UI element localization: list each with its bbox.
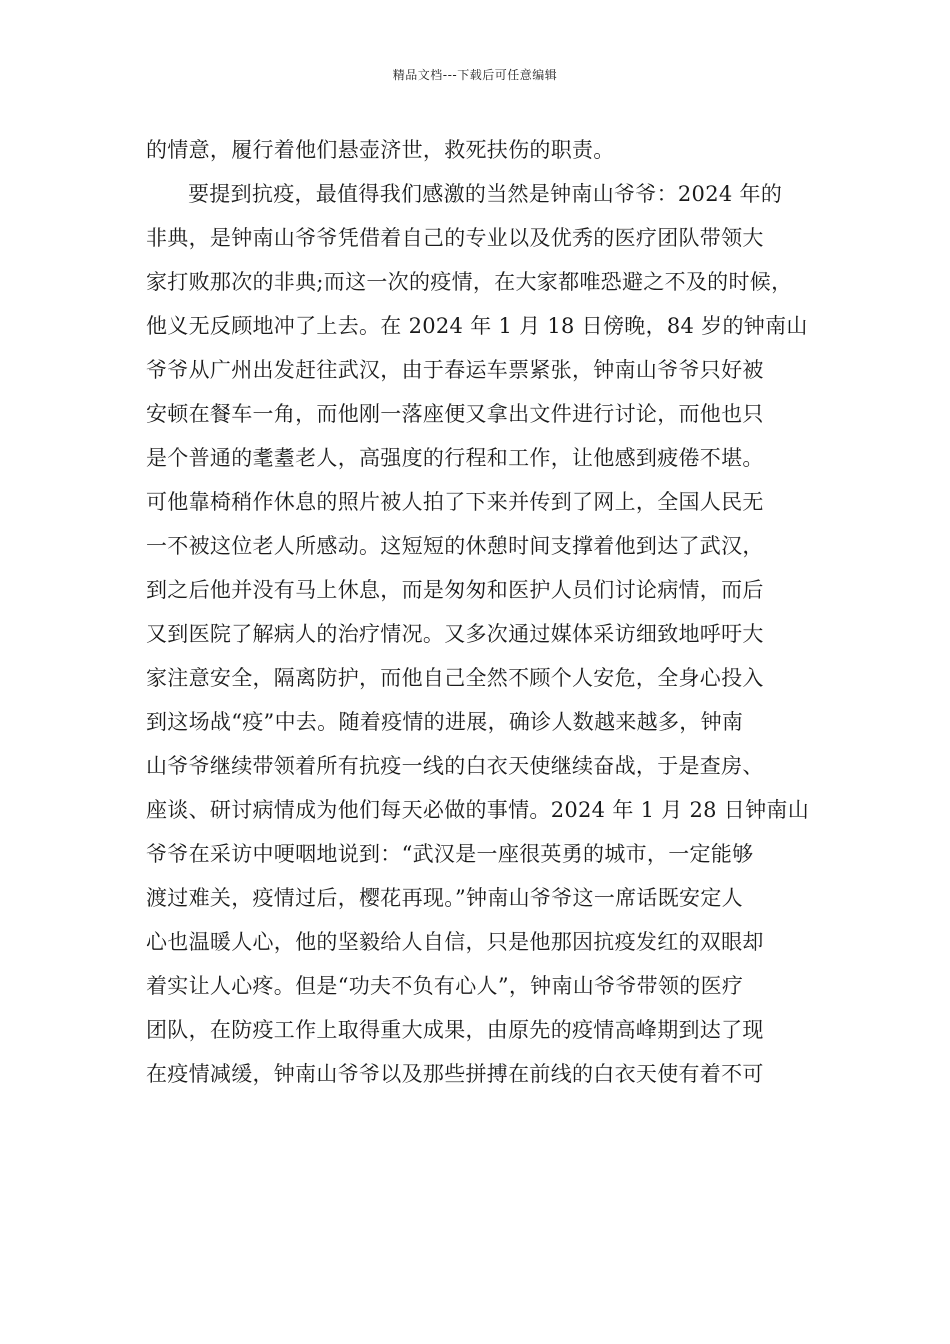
text-line: 着实让人心疼。但是“功夫不负有心人”，钟南山爷爷带领的医疗 xyxy=(146,974,744,998)
text-line: 团队，在防疫工作上取得重大成果，由原先的疫情高峰期到达了现 xyxy=(146,1018,764,1042)
text-line: 非典，是钟南山爷爷凭借着自己的专业以及优秀的医疗团队带领大 xyxy=(146,226,764,250)
text-line: 山爷爷继续带领着所有抗疫一线的白衣天使继续奋战，于是查房、 xyxy=(146,754,764,778)
text-line: 渡过难关，疫情过后，樱花再现。”钟南山爷爷这一席话既安定人 xyxy=(146,886,743,910)
text-line: 的情意，履行着他们悬壶济世，救死扶伤的职责。 xyxy=(146,138,615,162)
text-line: 到之后他并没有马上休息，而是匆匆和医护人员们讨论病情，而后 xyxy=(146,578,764,602)
text-line: 是个普通的耄耋老人，高强度的行程和工作，让他感到疲倦不堪。 xyxy=(146,446,764,470)
body-text xyxy=(146,128,826,1096)
text-line: 可他靠椅稍作休息的照片被人拍了下来并传到了网上，全国人民无 xyxy=(146,490,764,514)
text-line: 到这场战“疫”中去。随着疫情的进展，确诊人数越来越多，钟南 xyxy=(146,710,744,734)
text-line: 在疫情减缓，钟南山爷爷以及那些拼搏在前线的白衣天使有着不可 xyxy=(146,1062,764,1086)
text-line: 一不被这位老人所感动。这短短的休憩时间支撑着他到达了武汉， xyxy=(146,534,764,558)
page-header: 精品文档---下载后可任意编辑 xyxy=(392,68,558,82)
text-line: 安顿在餐车一角，而他刚一落座便又拿出文件进行讨论，而他也只 xyxy=(146,402,764,426)
text-line: 家注意安全，隔离防护，而他自己全然不顾个人安危，全身心投入 xyxy=(146,666,764,690)
text-line: 爷爷从广州出发赶往武汉，由于春运车票紧张，钟南山爷爷只好被 xyxy=(146,358,764,382)
text-line: 他义无反顾地冲了上去。在 2024 年 1 月 18 日傍晚，84 岁的钟南山 xyxy=(146,314,808,338)
text-line: 家打败那次的非典;而这一次的疫情，在大家都唯恐避之不及的时候， xyxy=(146,270,793,294)
text-line: 爷爷在采访中哽咽地说到：“武汉是一座很英勇的城市，一定能够 xyxy=(146,842,754,866)
text-line: 座谈、研讨病情成为他们每天必做的事情。2024 年 1 月 28 日钟南山 xyxy=(146,798,809,822)
paragraph-first-line: 要提到抗疫，最值得我们感激的当然是钟南山爷爷：2024 年的 xyxy=(188,182,783,206)
text-line: 又到医院了解病人的治疗情况。又多次通过媒体采访细致地呼吁大 xyxy=(146,622,764,646)
text-line: 心也温暖人心，他的坚毅给人自信，只是他那因抗疫发红的双眼却 xyxy=(146,930,764,954)
